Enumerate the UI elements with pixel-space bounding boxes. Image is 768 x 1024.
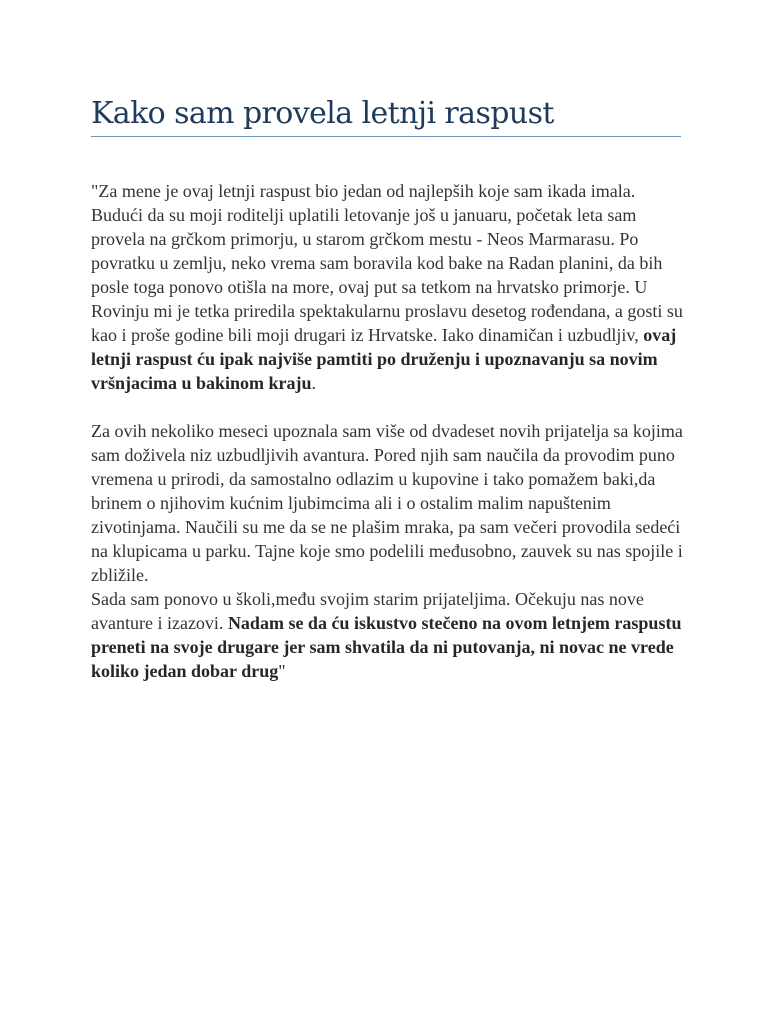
paragraph-3-text: Sada sam ponovo u školi,među svojim starim prijateljima. Očekuju nas nove avanture i izazovi. bbox=[91, 589, 644, 633]
paragraph-1-end: . bbox=[311, 373, 317, 393]
paragraph-2-text: Za ovih nekoliko meseci upoznala sam više od dvadeset novih prijatelja sa kojima sam doživela niz uzbudljivih avantura. Pored njih sam naučila da provodim puno vremena u prirodi, da samostalno odlazim u kupovine i tako pomažem baki,da brinem o njihovim kućnim ljubimcima ali i o ostalim malim napuštenim zivotinjama. Naučili su me da se ne plašim mraka, pa sam večeri provodila sedeći na klupicama u parku. Tajne koje smo podelili međusobno, zauvek su nas spojile i zbližile. bbox=[91, 421, 683, 585]
paragraph-3-bold: Nadam se da ću iskustvo stečeno na ovom letnjem raspustu preneti na svoje drugare jer sam shvatila da ni putovanja, ni novac ne vrede koliko jedan dobar drug bbox=[91, 613, 682, 681]
paragraph-3 bbox=[91, 587, 691, 683]
title-underline bbox=[91, 136, 681, 137]
document-title: Kako sam provela letnji raspust bbox=[91, 96, 554, 131]
paragraph-1 bbox=[91, 179, 691, 395]
paragraph-3-end: " bbox=[278, 661, 286, 681]
document-body bbox=[91, 179, 691, 683]
paragraph-1-bold: ovaj letnji raspust ću ipak najviše pamtiti po druženju i upoznavanju sa novim vršnjacima u bakinom kraju bbox=[91, 325, 677, 393]
paragraph-1-text: "Za mene je ovaj letnji raspust bio jedan od najlepših koje sam ikada imala. Budući da su moji roditelji uplatili letovanje još u januaru, početak leta sam provela na grčkom primorju, u starom grčkom mestu - Neos Marmarasu. Po povratku u zemlju, neko vrema sam boravila kod bake na Radan planini, da bih posle toga ponovo otišla na more, ovaj put sa tetkom na hrvatsko primorje. U Rovinju mi je tetka priredila spektakularnu proslavu desetog rođendana, a gosti su kao i proše godine bili moji drugari iz Hrvatske. Iako dinamičan i uzbudljiv, bbox=[91, 181, 683, 345]
paragraph-2 bbox=[91, 419, 691, 587]
